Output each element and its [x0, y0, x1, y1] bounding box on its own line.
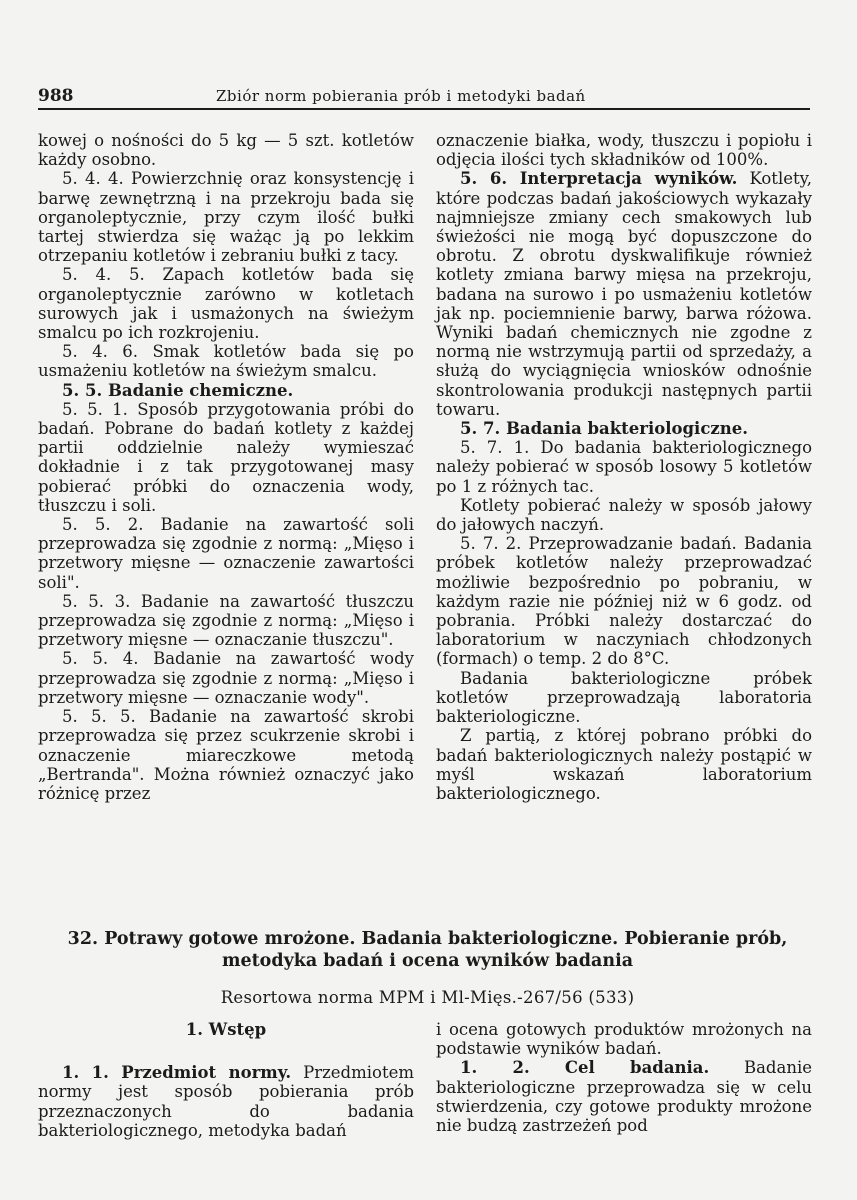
paragraph-text: Badanie bakteriologiczne przeprowadza się w celu stwierdzenia, czy gotowe produkty mrożone nie budzą zastrzeżeń pod	[436, 1058, 812, 1136]
paragraph: 5. 4. 4. Powierzchnię oraz konsystencję i barwę zewnętrzną i na przekroju bada się organoleptycznie, przy czym ilość bułki tartej stwierdza się ważąc ją po lekkim otrzepaniu kotletów i zebraniu bułki z tacy.	[38, 169, 414, 266]
page-header	[38, 86, 810, 110]
right-column	[436, 131, 812, 803]
paragraph-label: 1. 1. Przedmiot normy.	[62, 1063, 292, 1083]
paragraph	[38, 1063, 414, 1140]
paragraph-text: Kotlety, które podczas badań jakościowych wykazały najmniejsze zmiany cech smakowych lub świeżości nie mogą być dopuszczone do obrotu. Z obrotu dyskwalifikuje również kotlety zmiana barwy mięsa na przekroju, badana na surowo i po usmażeniu kotletów jak np. pociemnienie barwy, barwa różowa. Wyniki badań chemicznych nie zgodne z normą nie wstrzymują partii od sprzedaży, a służą do wyciągnięcia wniosków odnośnie skontrolowania produkcji następnych partii towaru.	[436, 169, 812, 419]
right-column-2	[436, 1020, 812, 1135]
paragraph: Kotlety pobierać należy w sposób jałowy do jałowych naczyń.	[436, 495, 812, 535]
paragraph: i ocena gotowych produktów mrożonych na podstawie wyników badań.	[436, 1020, 812, 1059]
paragraph-label: 1. 2. Cel badania.	[460, 1058, 710, 1078]
page-number: 988	[38, 86, 74, 106]
paragraph	[436, 169, 812, 419]
section-heading: 5. 7. Badania bakteriologiczne.	[460, 419, 748, 439]
paragraph: 5. 4. 5. Zapach kotletów bada się organoleptycznie zarówno w kotletach surowych jak i usmażonych na świeżym smalcu po ich rozkrojeniu.	[38, 265, 414, 343]
left-column-2	[38, 1020, 414, 1140]
paragraph: 5. 5. 2. Badanie na zawartość soli przeprowadza się zgodnie z normą: „Mięso i przetwory mięsne — oznaczenie zawartości soli".	[38, 515, 414, 592]
paragraph: kowej o nośności do 5 kg — 5 szt. kotletów każdy osobno.	[38, 131, 414, 170]
paragraph: 5. 5. 1. Sposób przygotowania próbi do badań. Pobrane do badań kotlety z każdej partii oddzielnie należy wymieszać dokładnie i z tak przygotowanej masy pobierać próbki do oznaczenia wody, tłuszczu i soli.	[38, 399, 414, 515]
section-title: 32. Potrawy gotowe mrożone. Badania bakteriologiczne. Pobieranie prób, metodyka badań i ocena wyników badania	[67, 929, 788, 971]
paragraph: 5. 5. 5. Badanie na zawartość skrobi przeprowadza się przez scukrzenie skrobi i oznaczenie miareczkowe metodą „Bertranda". Można również oznaczyć jako różnicę przez	[38, 707, 414, 803]
paragraph: Badania bakteriologiczne próbek kotletów przeprowadzają laboratoria bakteriologiczne.	[436, 668, 812, 727]
left-column	[38, 131, 414, 803]
paragraph-text: Przedmiotem normy jest sposób pobierania prób przeznaczonych do badania bakteriologicznego, metodyka badań	[38, 1063, 415, 1140]
paragraph: 5. 5. 4. Badanie na zawartość wody przeprowadza się zgodnie z normą: „Mięso i przetwory mięsne — oznaczanie wody".	[38, 649, 414, 707]
paragraph: 5. 7. 2. Przeprowadzanie badań. Badania próbek kotletów należy przeprowadzać możliwie bezpośrednio po pobraniu, w każdym razie nie później niż w 6 godz. od pobrania. Próbki należy dostarczać do laboratorium w naczyniach chłodzonych (formach) o temp. 2 do 8°C.	[436, 534, 812, 669]
intro-heading: 1. Wstęp	[185, 1020, 267, 1039]
paragraph: 5. 7. 1. Do badania bakteriologicznego należy pobierać w sposób losowy 5 kotletów po 1 z różnych tac.	[436, 438, 812, 496]
running-title: Zbiór norm pobierania prób i metodyki badań	[216, 87, 586, 105]
norm-reference: Resortowa norma MPM i Ml-Mięs.-267/56 (533)	[220, 988, 635, 1007]
paragraph	[436, 1058, 812, 1135]
paragraph: 5. 5. 3. Badanie na zawartość tłuszczu przeprowadza się zgodnie z normą: „Mięso i przetwory mięsne — oznaczanie tłuszczu".	[38, 591, 414, 650]
paragraph: oznaczenie białka, wody, tłuszczu i popiołu i odjęcia ilości tych składników od 100%.	[436, 131, 812, 170]
paragraph: 5. 4. 6. Smak kotletów bada się po usmażeniu kotletów na świeżym smalcu.	[38, 342, 414, 381]
paragraph: Z partią, z której pobrano próbki do badań bakteriologicznych należy postąpić w myśl wskazań laboratorium bakteriologicznego.	[436, 726, 812, 803]
section-heading: 5. 5. Badanie chemiczne.	[62, 380, 294, 400]
paragraph-label: 5. 6. Interpretacja wyników.	[460, 169, 738, 189]
